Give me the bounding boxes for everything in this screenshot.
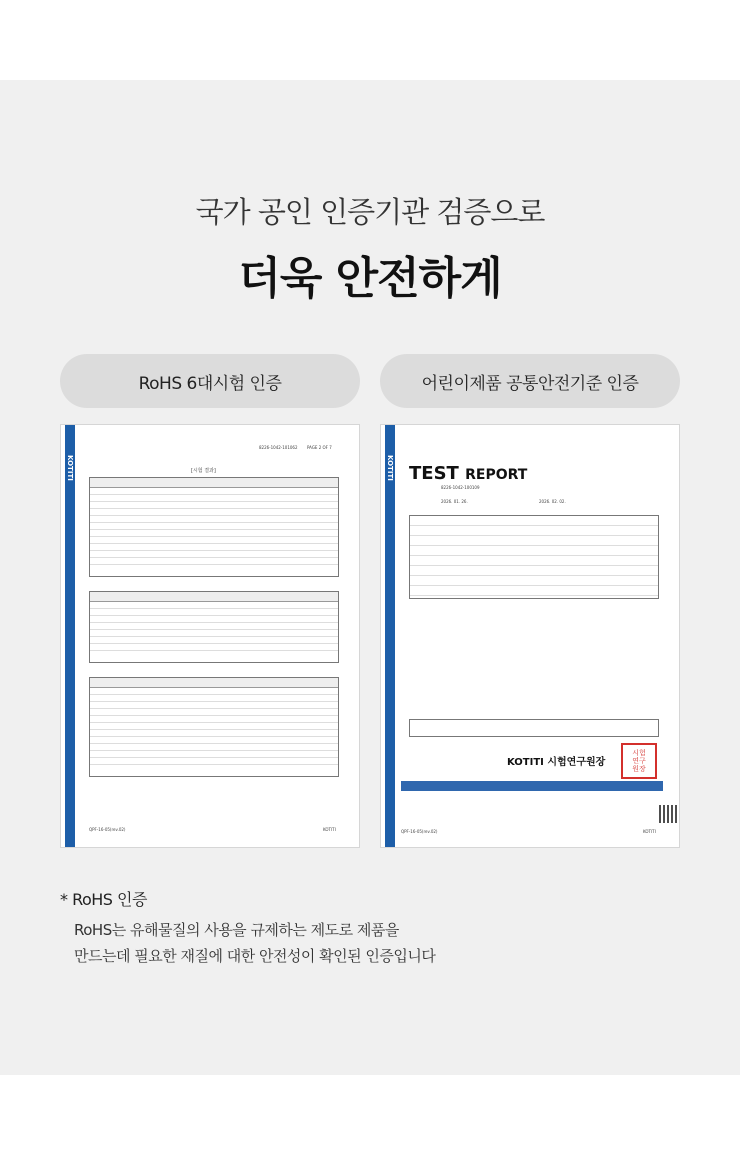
rohs-badge: RoHS 6대시험 인증 [60,354,360,408]
receipt-date: 2026. 01. 26. [441,499,468,504]
rohs-certificate-image [60,424,360,848]
note-line-1: RoHS는 유해물질의 사용을 규제하는 제도로 제품을 [74,921,399,939]
contact-bar [401,781,663,791]
kotiti-logo: KOTITI [66,455,74,481]
issuer-name: KOTITI 시험연구원장 [507,757,606,768]
footer-brand: KOTITI [643,829,656,834]
report-title-test: TEST [409,463,459,484]
report-info-table [409,515,659,599]
official-seal: 시험 연구 원장 [621,743,657,779]
form-number: QPF-16-05(rev.02) [89,827,126,832]
form-number: QPF-16-05(rev.02) [401,829,438,834]
section-title: 더욱 안전하게 [238,253,502,304]
qr-code-icon [659,805,677,823]
section-subtitle: 국가 공인 인증기관 검증으로 [195,195,545,229]
kotiti-stripe [65,425,75,848]
kids-safety-certificate-image [380,424,680,848]
kotiti-logo: KOTITI [386,455,394,481]
results-table-1 [89,477,339,577]
note-description [74,917,435,969]
note-caption: * RoHS 인증 [60,890,147,909]
results-table-2 [89,591,339,663]
note-line-2: 만드는데 필요한 재질에 대한 안전성이 확인된 인증입니다 [74,947,436,965]
kids-safety-badge: 어린이제품 공통안전기준 인증 [380,354,680,408]
results-heading: [시험 결과] [191,468,216,474]
signature-table [409,719,659,737]
results-table-3 [89,677,339,777]
report-title [409,463,527,484]
kotiti-stripe [385,425,395,848]
issue-date: 2026. 02. 02. [539,499,566,504]
report-number: 8226-1042-100109 [441,485,480,490]
report-title-report: REPORT [465,467,528,483]
footer-brand: KOTITI [323,827,336,832]
report-number: 8226-1042-101062 [259,445,298,450]
page-number: PAGE 2 OF 7 [307,445,332,450]
